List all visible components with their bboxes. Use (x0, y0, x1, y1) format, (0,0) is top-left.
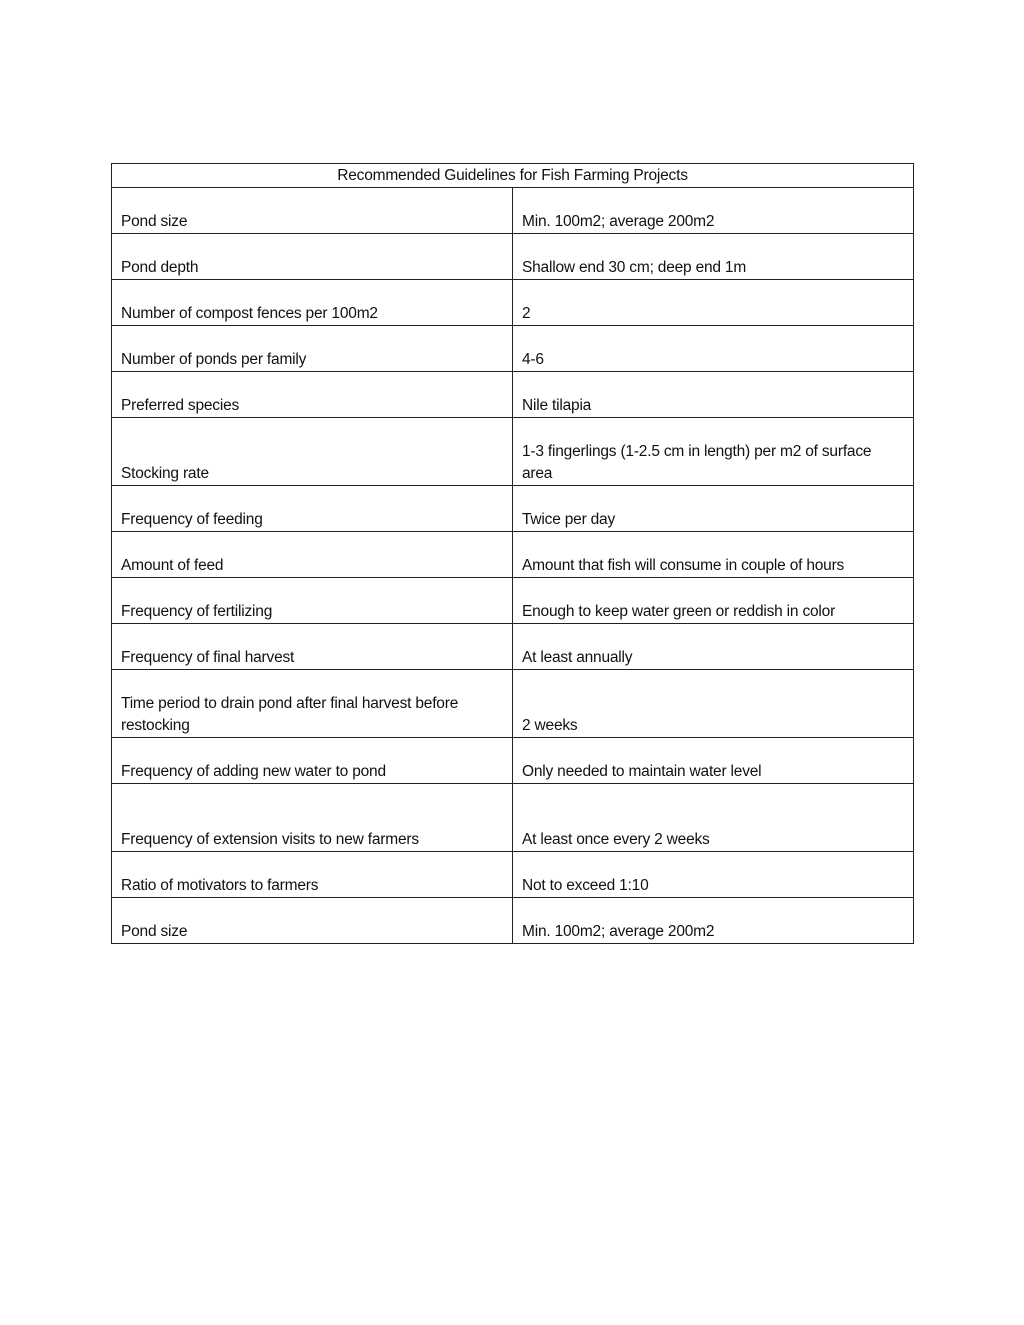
guidelines-table (111, 163, 914, 944)
parameter-cell: Pond size (112, 898, 513, 944)
guideline-cell: Only needed to maintain water level (513, 738, 914, 784)
guideline-cell: 1-3 fingerlings (1-2.5 cm in length) per m2 of surface area (513, 418, 914, 486)
guideline-cell: 2 (513, 280, 914, 326)
parameter-cell: Frequency of adding new water to pond (112, 738, 513, 784)
guideline-cell: 2 weeks (513, 670, 914, 738)
parameter-cell: Time period to drain pond after final harvest before restocking (112, 670, 513, 738)
table-row (112, 670, 914, 738)
table-row (112, 280, 914, 326)
guideline-cell: Enough to keep water green or reddish in color (513, 578, 914, 624)
table-row (112, 898, 914, 944)
table-row (112, 418, 914, 486)
table-row (112, 234, 914, 280)
guideline-cell: At least annually (513, 624, 914, 670)
guideline-cell: Min. 100m2; average 200m2 (513, 188, 914, 234)
table-row (112, 486, 914, 532)
parameter-cell: Frequency of extension visits to new farmers (112, 784, 513, 852)
table-row (112, 852, 914, 898)
parameter-cell: Preferred species (112, 372, 513, 418)
table-body (112, 188, 914, 944)
table-row (112, 326, 914, 372)
guideline-cell: Not to exceed 1:10 (513, 852, 914, 898)
parameter-cell: Frequency of feeding (112, 486, 513, 532)
table-row (112, 532, 914, 578)
parameter-cell: Pond size (112, 188, 513, 234)
table-row (112, 578, 914, 624)
table-row (112, 738, 914, 784)
guideline-cell: Amount that fish will consume in couple of hours (513, 532, 914, 578)
parameter-cell: Number of compost fences per 100m2 (112, 280, 513, 326)
guideline-cell: Twice per day (513, 486, 914, 532)
parameter-cell: Pond depth (112, 234, 513, 280)
parameter-cell: Frequency of final harvest (112, 624, 513, 670)
parameter-cell: Number of ponds per family (112, 326, 513, 372)
guideline-cell: Min. 100m2; average 200m2 (513, 898, 914, 944)
table-row (112, 372, 914, 418)
guideline-cell: Nile tilapia (513, 372, 914, 418)
guideline-cell: Shallow end 30 cm; deep end 1m (513, 234, 914, 280)
parameter-cell: Stocking rate (112, 418, 513, 486)
table-row (112, 188, 914, 234)
parameter-cell: Frequency of fertilizing (112, 578, 513, 624)
parameter-cell: Ratio of motivators to farmers (112, 852, 513, 898)
guideline-cell: At least once every 2 weeks (513, 784, 914, 852)
table-row (112, 624, 914, 670)
parameter-cell: Amount of feed (112, 532, 513, 578)
table-title: Recommended Guidelines for Fish Farming Projects (112, 164, 914, 188)
table-title-row (112, 164, 914, 188)
table-row (112, 784, 914, 852)
guideline-cell: 4-6 (513, 326, 914, 372)
